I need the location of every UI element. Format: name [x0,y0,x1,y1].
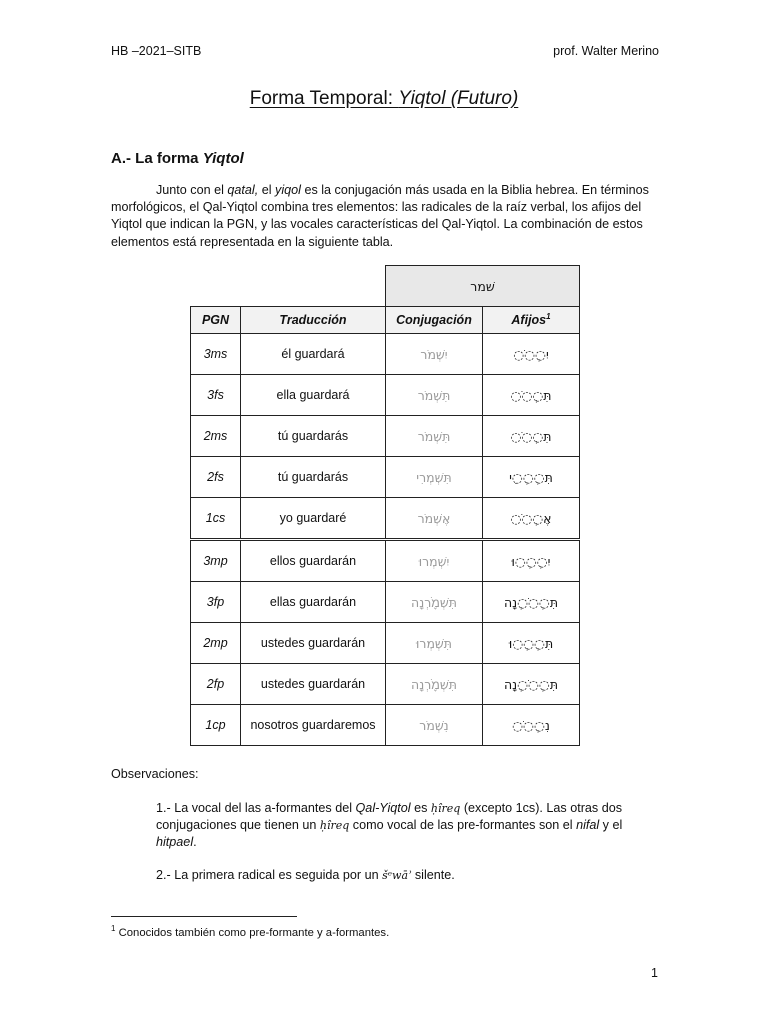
translation-cell: yo guardaré [241,498,386,540]
header-left: HB –2021–SITB [111,44,202,58]
pgn-cell: 3ms [191,334,241,375]
table-row [191,457,580,498]
table-row [191,664,580,705]
conjugation-cell: יִשְׁמֹר [386,334,483,375]
verb-root: שׁמר [386,266,580,307]
section-italic: Yiqtol [202,150,244,167]
translation-cell: ella guardará [241,375,386,416]
pgn-cell: 3mp [191,540,241,582]
pgn-cell: 3fp [191,582,241,623]
translation-cell: él guardará [241,334,386,375]
intro-italic-2: yiqol [275,183,301,197]
header-affixes-label: Afijos [511,313,547,328]
translation-cell: nosotros guardaremos [241,705,386,746]
header-right: prof. Walter Merino [553,44,659,58]
conjugation-cell: תִּשְׁמְרִי [386,457,483,498]
page-title [0,88,768,110]
section-prefix: A.- La forma [111,150,203,167]
page-number: 1 [651,966,658,980]
observation-1 [156,800,656,852]
obs2-text-2: silente. [411,868,455,882]
pgn-cell: 2mp [191,623,241,664]
table-row [191,498,580,540]
obs2-translit-1: šᵉwāʾ [382,869,412,882]
obs1-italic-3: hitpael [156,835,194,850]
table-row [191,375,580,416]
footnote-divider [111,916,297,917]
title-prefix: Forma Temporal: [249,88,399,109]
conjugation-cell: אֶשְׁמֹר [386,498,483,540]
table-row [191,582,580,623]
obs1-translit-1: ḥîreq [430,802,461,815]
obs1-text-6: . [193,835,197,850]
translation-cell: ellas guardarán [241,582,386,623]
affix-cell: תִּ◌ְ◌ֹ◌ [483,416,580,457]
table-row [191,416,580,457]
obs1-text-2: es [410,801,431,815]
obs2-text-1: 2.- La primera radical es seguida por un [156,868,383,882]
footnote-ref: 1 [546,312,551,322]
obs1-text-5: y el [599,818,623,833]
table-row [191,705,580,746]
table-header-row [191,307,580,334]
title-italic: Yiqtol (Futuro) [398,88,519,109]
translation-cell: ellos guardarán [241,540,386,582]
root-row [191,266,580,307]
affix-cell: תִּ◌ְ◌ֹ◌ְנָה [483,582,580,623]
obs1-translit-2: ḥîreq [319,819,350,833]
pgn-cell: 1cp [191,705,241,746]
intro-text-1: Junto con el [156,183,228,197]
conjugation-table [190,265,580,746]
obs1-text-3: (excepto 1cs). Las otras dos conjugaciones que tienen un [156,801,623,833]
affix-cell: יִ◌ְ◌ְ◌וּ [483,540,580,582]
pgn-cell: 2fs [191,457,241,498]
table-row [191,623,580,664]
affix-cell: תִּ◌ְ◌ְ◌וּ [483,623,580,664]
affix-cell: יִ◌ְ◌ֹ◌ [483,334,580,375]
affix-cell: אֶ◌ְ◌ֹ◌ [483,498,580,540]
pgn-cell: 1cs [191,498,241,540]
pgn-cell: 2fp [191,664,241,705]
translation-cell: tú guardarás [241,416,386,457]
header-conjugation: Conjugación [386,307,483,334]
obs1-text-1: 1.- La vocal del las a-formantes del [156,801,356,815]
section-heading [111,150,244,167]
header-translation: Traducción [241,307,386,334]
footnote-text: Conocidos también como pre-formante y a-formantes. [115,926,390,939]
translation-cell: ustedes guardarán [241,623,386,664]
table-row [191,540,580,582]
intro-text-3: es la conjugación más usada en la Biblia hebrea. En términos morfológicos, el Qal-Yiqtol combina tres elementos: las radicales de la raíz verbal, los afijos del Yiqtol que indican la PGN, y las vocales características del Qal-Yiqtol. La combinación de estos elementos está representada en la siguiente tabla. [111,183,649,249]
intro-italic-1: qatal, [227,183,259,197]
pgn-cell: 2ms [191,416,241,457]
conjugation-cell: תִּשְׁמֹ֢רְנָה [386,664,483,705]
intro-paragraph [111,182,659,251]
pgn-cell: 3fs [191,375,241,416]
footnote [111,924,389,939]
observation-2 [156,868,455,882]
conjugation-cell: תִּשְׁמֹ֢רְנָה [386,582,483,623]
obs1-italic-2: nifal [576,818,600,833]
conjugation-cell: יִשְׁמְרוּ [386,540,483,582]
affix-cell: תִּ◌ְ◌ְ◌ִי [483,457,580,498]
affix-cell: נִ◌ְ◌ֹ◌ [483,705,580,746]
conjugation-cell: נִשְׁמֹר [386,705,483,746]
header-affixes [483,307,580,334]
observations-heading: Observaciones: [111,767,199,781]
conjugation-cell: תִּשְׁמֹר [386,416,483,457]
obs1-text-4: como vocal de las pre-formantes son el [349,818,577,833]
translation-cell: ustedes guardarán [241,664,386,705]
obs1-italic-1: Qal-Yiqtol [355,801,411,815]
affix-cell: תִּ◌ְ◌ֹ◌ [483,375,580,416]
affix-cell: תִּ◌ְ◌ֹ◌ְנָה [483,664,580,705]
conjugation-cell: תִּשְׁמְרוּ [386,623,483,664]
intro-text-2: el [258,183,276,197]
footnote-mark: 1 [111,924,116,933]
translation-cell: tú guardarás [241,457,386,498]
conjugation-cell: תִּשְׁמֹר [386,375,483,416]
header-pgn: PGN [191,307,241,334]
table-row [191,334,580,375]
